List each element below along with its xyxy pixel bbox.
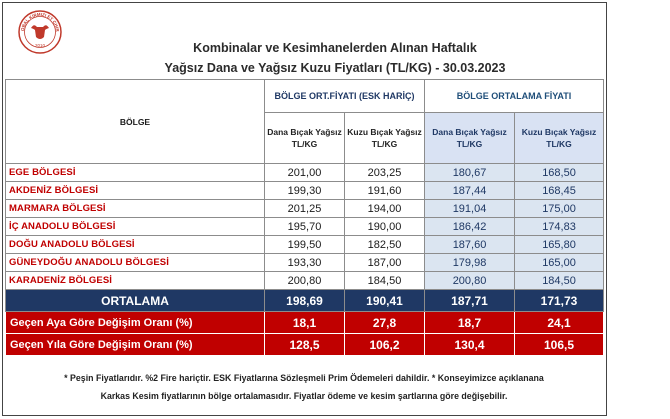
council-seal-logo xyxy=(17,9,63,55)
regional-average-group-header: BÖLGE ORTALAMA FİYATI xyxy=(425,80,604,113)
seal-arc-text: OBAL KIRMIZI ET CHIR xyxy=(19,11,61,32)
average-avg-dana: 187,71 xyxy=(425,290,515,312)
avg-dana-header: Dana Bıçak Yağsız TL/KG xyxy=(425,113,515,164)
average-label: ORTALAMA xyxy=(6,290,265,312)
esk-dana-price: 195,70 xyxy=(265,218,345,236)
avg-kuzu-price: 165,00 xyxy=(515,254,604,272)
esk-kuzu-price: 187,00 xyxy=(345,254,425,272)
yearly-change-row xyxy=(6,334,604,356)
footnote-line-2: Karkas Kesim fiyatlarının bölge ortalamasıdır. Fiyatlar ödeme ve kesim şartlarına göre değişebilir. xyxy=(100,391,508,401)
monthly-change-avg-kuzu: 24,1 xyxy=(515,312,604,334)
esk-dana-price: 200,80 xyxy=(265,272,345,290)
avg-kuzu-price: 175,00 xyxy=(515,200,604,218)
table-row xyxy=(6,272,604,290)
esk-kuzu-price: 182,50 xyxy=(345,236,425,254)
avg-dana-price: 186,42 xyxy=(425,218,515,236)
avg-kuzu-header: Kuzu Bıçak Yağsız TL/KG xyxy=(515,113,604,164)
region-name: GÜNEYDOĞU ANADOLU BÖLGESİ xyxy=(6,254,265,272)
average-row xyxy=(6,290,604,312)
average-avg-kuzu: 171,73 xyxy=(515,290,604,312)
yearly-change-esk-dana: 128,5 xyxy=(265,334,345,356)
table-row xyxy=(6,164,604,182)
esk-kuzu-price: 184,50 xyxy=(345,272,425,290)
avg-dana-price: 191,04 xyxy=(425,200,515,218)
region-name: MARMARA BÖLGESİ xyxy=(6,200,265,218)
esk-kuzu-price: 191,60 xyxy=(345,182,425,200)
regional-price-table xyxy=(5,79,604,356)
esk-dana-price: 199,30 xyxy=(265,182,345,200)
region-name: DOĞU ANADOLU BÖLGESİ xyxy=(6,236,265,254)
table-row xyxy=(6,200,604,218)
esk-dana-price: 201,25 xyxy=(265,200,345,218)
esk-dana-header: Dana Bıçak Yağsız TL/KG xyxy=(265,113,345,164)
region-name: KARADENİZ BÖLGESİ xyxy=(6,272,265,290)
avg-kuzu-price: 168,50 xyxy=(515,164,604,182)
esk-excluded-group-header: BÖLGE ORT.FİYATI (ESK HARİÇ) xyxy=(265,80,425,113)
average-esk-dana: 198,69 xyxy=(265,290,345,312)
esk-kuzu-price: 190,00 xyxy=(345,218,425,236)
avg-dana-price: 187,44 xyxy=(425,182,515,200)
monthly-change-row xyxy=(6,312,604,334)
yearly-change-esk-kuzu: 106,2 xyxy=(345,334,425,356)
table-row xyxy=(6,218,604,236)
report-title-line-2: Yağsız Dana ve Yağsız Kuzu Fiyatları (TL/KG) - 30.03.2023 xyxy=(164,61,506,75)
footnote-line-1: * Peşin Fiyatlarıdır. %2 Fire hariçtir. ESK Fiyatlarına Sözleşmeli Prim Ödemeleri dahildir. * Konseyimizce açıklanana xyxy=(64,373,544,383)
monthly-change-esk-kuzu: 27,8 xyxy=(345,312,425,334)
avg-kuzu-price: 165,80 xyxy=(515,236,604,254)
esk-dana-price: 193,30 xyxy=(265,254,345,272)
region-column-header: BÖLGE xyxy=(6,80,265,164)
monthly-change-esk-dana: 18,1 xyxy=(265,312,345,334)
yearly-change-label: Geçen Yıla Göre Değişim Oranı (%) xyxy=(6,334,265,356)
region-name: AKDENİZ BÖLGESİ xyxy=(6,182,265,200)
avg-kuzu-price: 168,45 xyxy=(515,182,604,200)
yearly-change-avg-dana: 130,4 xyxy=(425,334,515,356)
avg-kuzu-price: 184,50 xyxy=(515,272,604,290)
avg-dana-price: 179,98 xyxy=(425,254,515,272)
esk-dana-price: 201,00 xyxy=(265,164,345,182)
table-row xyxy=(6,254,604,272)
monthly-change-avg-dana: 18,7 xyxy=(425,312,515,334)
esk-dana-price: 199,50 xyxy=(265,236,345,254)
monthly-change-label: Geçen Aya Göre Değişim Oranı (%) xyxy=(6,312,265,334)
avg-dana-price: 180,67 xyxy=(425,164,515,182)
table-row xyxy=(6,182,604,200)
table-row xyxy=(6,236,604,254)
report-title-line-1: Kombinalar ve Kesimhanelerden Alınan Haftalık xyxy=(193,41,477,55)
esk-kuzu-price: 203,25 xyxy=(345,164,425,182)
region-name: İÇ ANADOLU BÖLGESİ xyxy=(6,218,265,236)
seal-year: 2010 xyxy=(34,43,46,48)
esk-kuzu-price: 194,00 xyxy=(345,200,425,218)
region-name: EGE BÖLGESİ xyxy=(6,164,265,182)
yearly-change-avg-kuzu: 106,5 xyxy=(515,334,604,356)
avg-dana-price: 187,60 xyxy=(425,236,515,254)
avg-dana-price: 200,80 xyxy=(425,272,515,290)
average-esk-kuzu: 190,41 xyxy=(345,290,425,312)
esk-kuzu-header: Kuzu Bıçak Yağsız TL/KG xyxy=(345,113,425,164)
avg-kuzu-price: 174,83 xyxy=(515,218,604,236)
